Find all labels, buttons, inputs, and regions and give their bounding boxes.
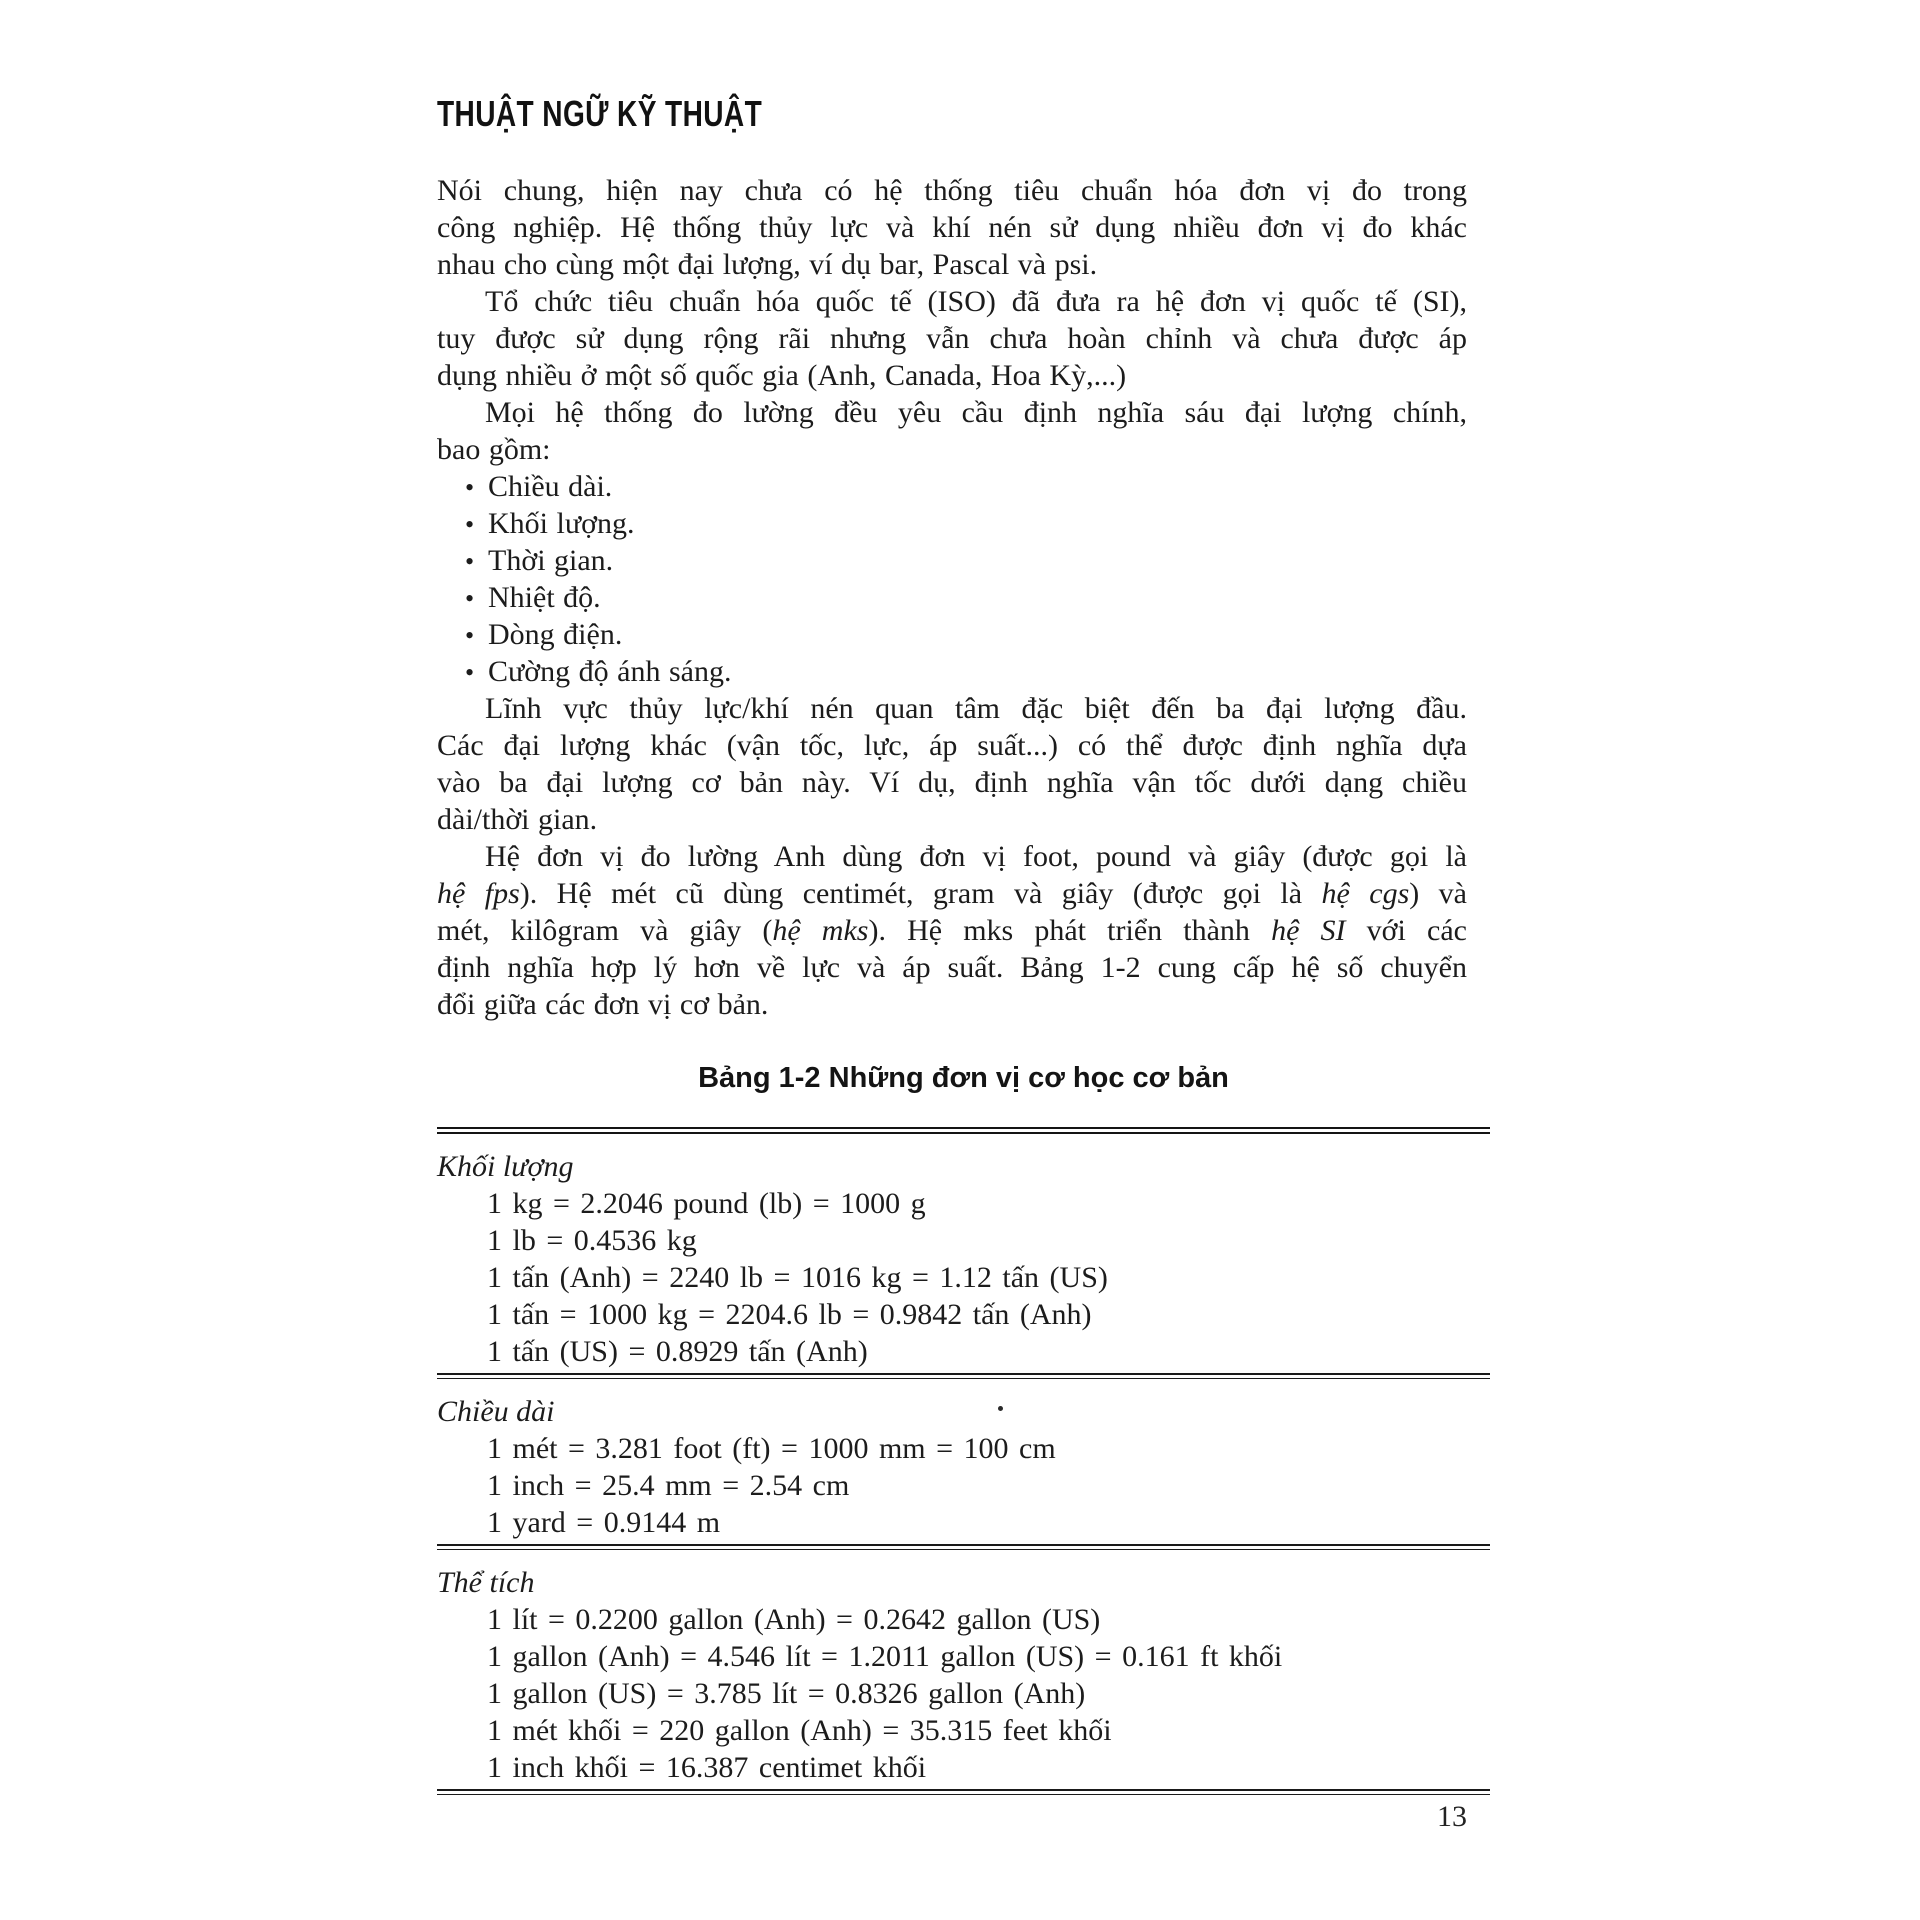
text-line <box>437 209 1467 246</box>
table-row: 1 gallon (US) = 3.785 lít = 0.8326 gallon (Anh) <box>487 1677 1086 1710</box>
text-segment: Nói chung, hiện nay chưa có hệ thống tiêu chuẩn hóa đơn vị đo trong <box>437 174 1467 207</box>
text-line <box>437 320 1467 357</box>
table-section-rule <box>437 1544 1490 1550</box>
table-row: 1 tấn (US) = 0.8929 tấn (Anh) <box>487 1335 868 1368</box>
text-segment: Các đại lượng khác (vận tốc, lực, áp suất...) có thể được định nghĩa dựa <box>437 729 1467 762</box>
page-number: 13 <box>1437 1800 1467 1833</box>
bullet-icon: • <box>465 547 475 576</box>
text-segment: ). Hệ mét cũ dùng centimét, gram và giây (được gọi là <box>519 877 1322 910</box>
text-segment: Lĩnh vực thủy lực/khí nén quan tâm đặc biệt đến ba đại lượng đầu. <box>485 692 1467 725</box>
table-row: 1 kg = 2.2046 pound (lb) = 1000 g <box>487 1187 926 1220</box>
paragraph <box>437 283 1467 394</box>
text-line <box>437 875 1467 912</box>
scan-artifact-dot <box>998 1406 1003 1411</box>
text-line <box>437 912 1467 949</box>
table-row: 1 tấn (Anh) = 2240 lb = 1016 kg = 1.12 tấn (US) <box>487 1261 1108 1294</box>
table-caption: Bảng 1-2 Những đơn vị cơ học cơ bản <box>698 1062 1229 1094</box>
text-segment: dài/thời gian. <box>437 803 598 836</box>
bullet-label: Nhiệt độ. <box>488 581 601 614</box>
text-line <box>437 727 1467 764</box>
bullet-label: Khối lượng. <box>488 507 635 540</box>
text-line <box>437 764 1467 801</box>
bullet-icon: • <box>465 584 475 613</box>
text-line <box>437 986 1467 1023</box>
text-segment: với các <box>1345 914 1467 947</box>
italic-term: hệ SI <box>1271 914 1346 947</box>
text-line <box>437 246 1467 283</box>
bullet-item <box>437 542 1467 579</box>
bullet-item <box>437 579 1467 616</box>
table-section-heading: Khối lượng <box>437 1150 574 1183</box>
table-row: 1 yard = 0.9144 m <box>487 1506 721 1539</box>
bullet-label: Thời gian. <box>488 544 614 577</box>
text-segment: ) và <box>1409 877 1468 910</box>
text-segment: bao gồm: <box>437 433 551 466</box>
bullet-icon: • <box>465 473 475 502</box>
text-segment: Tổ chức tiêu chuẩn hóa quốc tế (ISO) đã đưa ra hệ đơn vị quốc tế (SI), <box>485 285 1467 318</box>
text-line <box>437 949 1467 986</box>
table-row: 1 lb = 0.4536 kg <box>487 1224 697 1257</box>
table-section-heading: Thể tích <box>437 1566 535 1599</box>
italic-term: hệ mks <box>772 914 869 947</box>
text-segment: định nghĩa hợp lý hơn về lực và áp suất. Bảng 1-2 cung cấp hệ số chuyển <box>437 951 1467 984</box>
text-line <box>437 838 1467 875</box>
table-row: 1 lít = 0.2200 gallon (Anh) = 0.2642 gallon (US) <box>487 1603 1101 1636</box>
paragraph <box>437 172 1467 283</box>
bullet-label: Dòng điện. <box>488 618 623 651</box>
table-row: 1 gallon (Anh) = 4.546 lít = 1.2011 gallon (US) = 0.161 ft khối <box>487 1640 1283 1673</box>
text-segment: mét, kilôgram và giây ( <box>437 914 773 947</box>
italic-term: hệ cgs <box>1321 877 1410 910</box>
table-row: 1 inch = 25.4 mm = 2.54 cm <box>487 1469 850 1502</box>
text-line <box>437 431 1467 468</box>
page-title: THUẬT NGỮ KỸ THUẬT <box>437 93 763 134</box>
bullet-icon: • <box>465 510 475 539</box>
text-line <box>437 283 1467 320</box>
text-segment: công nghiệp. Hệ thống thủy lực và khí nén sử dụng nhiều đơn vị đo khác <box>437 211 1467 244</box>
bullet-list <box>437 468 1467 690</box>
table-top-rule <box>437 1127 1490 1134</box>
bullet-label: Cường độ ánh sáng. <box>488 655 732 688</box>
text-line <box>437 801 1467 838</box>
text-line <box>437 394 1467 431</box>
text-line <box>437 172 1467 209</box>
table-section-rule <box>437 1789 1490 1795</box>
bullet-item <box>437 505 1467 542</box>
text-line <box>437 690 1467 727</box>
text-segment: tuy được sử dụng rộng rãi nhưng vẫn chưa hoàn chỉnh và chưa được áp <box>437 322 1467 355</box>
text-segment: đổi giữa các đơn vị cơ bản. <box>437 988 769 1021</box>
table-row: 1 mét khối = 220 gallon (Anh) = 35.315 feet khối <box>487 1714 1112 1747</box>
table-section-heading: Chiều dài <box>437 1395 555 1428</box>
bullet-icon: • <box>465 621 475 650</box>
text-segment: Hệ đơn vị đo lường Anh dùng đơn vị foot, pound và giây (được gọi là <box>485 840 1467 873</box>
text-segment: vào ba đại lượng cơ bản này. Ví dụ, định nghĩa vận tốc dưới dạng chiều <box>437 766 1467 799</box>
bullet-icon: • <box>465 658 475 687</box>
table-row: 1 mét = 3.281 foot (ft) = 1000 mm = 100 cm <box>487 1432 1056 1465</box>
paragraph <box>437 690 1467 838</box>
table-row: 1 inch khối = 16.387 centimet khối <box>487 1751 927 1784</box>
text-segment: ). Hệ mks phát triển thành <box>868 914 1272 947</box>
paragraph <box>437 838 1467 1023</box>
text-segment: dụng nhiều ở một số quốc gia (Anh, Canada, Hoa Kỳ,...) <box>437 359 1127 392</box>
text-line <box>437 357 1467 394</box>
bullet-item <box>437 468 1467 505</box>
units-table <box>437 1127 1490 1795</box>
italic-term: hệ fps <box>437 877 520 910</box>
bullet-item <box>437 616 1467 653</box>
text-segment: Mọi hệ thống đo lường đều yêu cầu định nghĩa sáu đại lượng chính, <box>485 396 1467 429</box>
bullet-label: Chiều dài. <box>488 470 613 503</box>
table-row: 1 tấn = 1000 kg = 2204.6 lb = 0.9842 tấn (Anh) <box>487 1298 1092 1331</box>
paragraph <box>437 394 1467 468</box>
table-section-rule <box>437 1373 1490 1379</box>
text-segment: nhau cho cùng một đại lượng, ví dụ bar, Pascal và psi. <box>437 248 1098 281</box>
bullet-item <box>437 653 1467 690</box>
body-text <box>437 172 1467 1023</box>
